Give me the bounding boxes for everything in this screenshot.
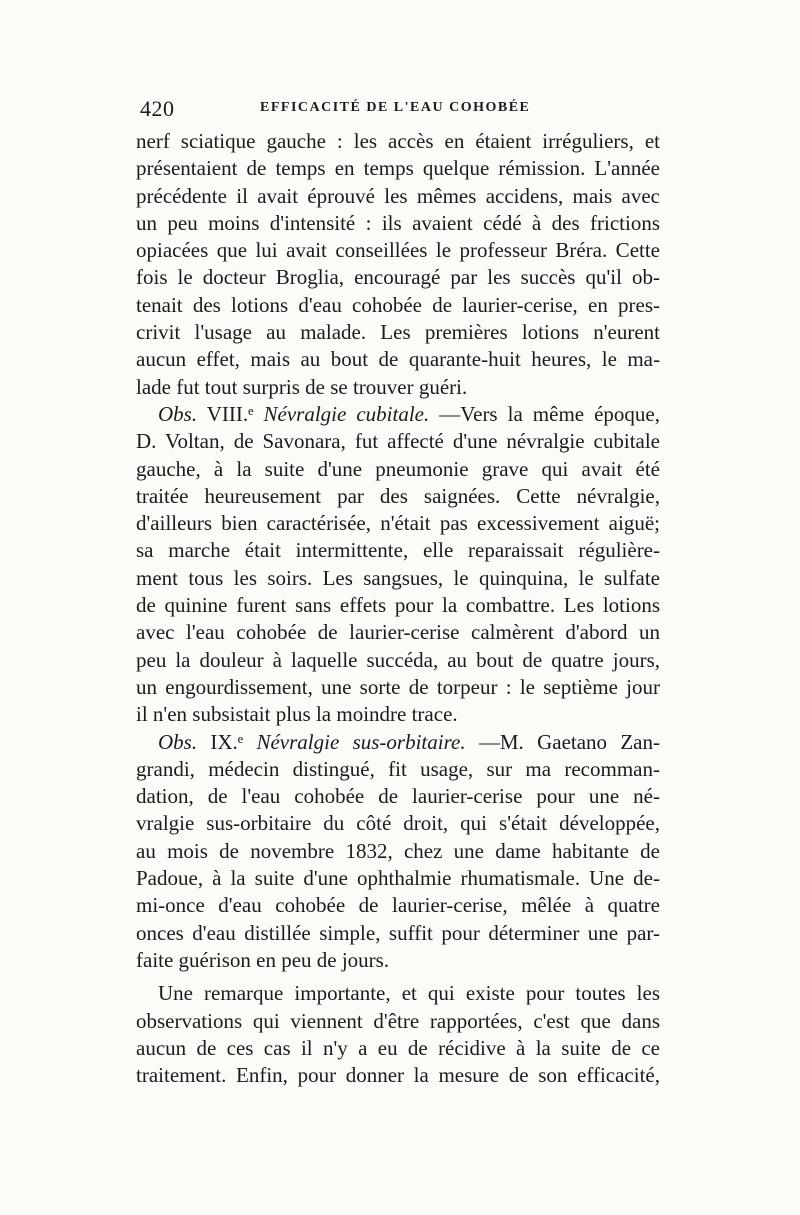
page-header	[140, 96, 660, 122]
text-line: précédente il avait éprouvé les mêmes accidens, mais avec	[136, 183, 660, 208]
text-line: vralgie sus-orbitaire du côté droit, qui s'était développée,	[136, 811, 660, 836]
obs-label: Obs.	[158, 729, 198, 754]
text-line: sa marche était intermittente, elle reparaissait régulière-	[136, 538, 660, 563]
observation-heading-line	[136, 729, 660, 756]
text-line: Une remarque importante, et qui existe pour toutes les	[158, 981, 660, 1006]
observation-viii	[136, 401, 660, 729]
text-line: observations qui viennent d'être rapportées, c'est que dans	[136, 1008, 660, 1033]
text-line: aucun effet, mais au bout de quarante-huit heures, le ma-	[136, 347, 660, 372]
text-line: avec l'eau cohobée de laurier-cerise calmèrent d'abord un	[136, 620, 660, 645]
text-line: Padoue, à la suite d'une ophthalmie rhumatismale. Une de-	[136, 866, 660, 891]
text-line: un engourdissement, une sorte de torpeur : le septième jour	[136, 674, 660, 699]
text-line: onces d'eau distillée simple, suffit pour déterminer une par-	[136, 920, 660, 945]
page-number: 420	[140, 96, 175, 121]
text-line: de quinine furent sans effets pour la combattre. Les lotions	[136, 593, 660, 618]
running-head: EFFICACITÉ DE L'EAU COHOBÉE	[260, 100, 531, 115]
text-line: ment tous les soirs. Les sangsues, le quinquina, le sulfate	[136, 565, 660, 590]
text-line: peu la douleur à laquelle succéda, au bout de quatre jours,	[136, 647, 660, 672]
text-line: présentaient de temps en temps quelque rémission. L'année	[136, 156, 660, 181]
text-line: grandi, médecin distingué, fit usage, sur ma recomman-	[136, 756, 660, 781]
text-line: aucun de ces cas il n'y a eu de récidive à la suite de ce	[136, 1035, 660, 1060]
text-line: dation, de l'eau cohobée de laurier-cerise pour une né-	[136, 784, 660, 809]
text-line: crivit l'usage au malade. Les premières lotions n'eurent	[136, 320, 660, 345]
text-line: traitement. Enfin, pour donner la mesure de son efficacité,	[136, 1063, 660, 1088]
body-text	[136, 128, 660, 1089]
text-line: un peu moins d'intensité : ils avaient cédé à des frictions	[136, 210, 660, 235]
text-line: lade fut tout surpris de se trouver guéri.	[136, 374, 468, 399]
obs-first-line-text: —M. Gaetano Zan-	[478, 729, 660, 754]
text-line: traitée heureusement par des saignées. Cette névralgie,	[136, 483, 660, 508]
obs-number: IX.ᵉ	[210, 729, 244, 754]
obs-title: Névralgie cubitale.	[263, 401, 430, 426]
text-line: mi-once d'eau cohobée de laurier-cerise, mêlée à quatre	[136, 893, 660, 918]
observation-ix	[136, 729, 660, 975]
text-line: D. Voltan, de Savonara, fut affecté d'une névralgie cubitale	[136, 429, 660, 454]
obs-label: Obs.	[158, 401, 198, 426]
obs-title: Névralgie sus-orbitaire.	[256, 729, 466, 754]
observation-heading-line	[136, 401, 660, 428]
text-line: au mois de novembre 1832, chez une dame habitante de	[136, 838, 660, 863]
text-line: d'ailleurs bien caractérisée, n'était pas excessivement aiguë;	[136, 511, 660, 536]
text-line: opiacées que lui avait conseillées le professeur Bréra. Cette	[136, 238, 660, 263]
text-line: fois le docteur Broglia, encouragé par les succès qu'il ob-	[136, 265, 660, 290]
obs-number: VIII.ᵉ	[206, 401, 254, 426]
text-line: gauche, à la suite d'une pneumonie grave qui avait été	[136, 456, 660, 481]
paragraph	[136, 128, 660, 401]
text-line: faite guérison en peu de jours.	[136, 947, 390, 972]
text-line: tenait des lotions d'eau cohobée de laurier-cerise, en pres-	[136, 292, 660, 317]
paragraph	[136, 980, 660, 1089]
text-line: nerf sciatique gauche : les accès en étaient irréguliers, et	[136, 129, 660, 153]
obs-first-line-text: —Vers la même époque,	[439, 401, 661, 426]
text-line: il n'en subsistait plus la moindre trace.	[136, 702, 458, 727]
